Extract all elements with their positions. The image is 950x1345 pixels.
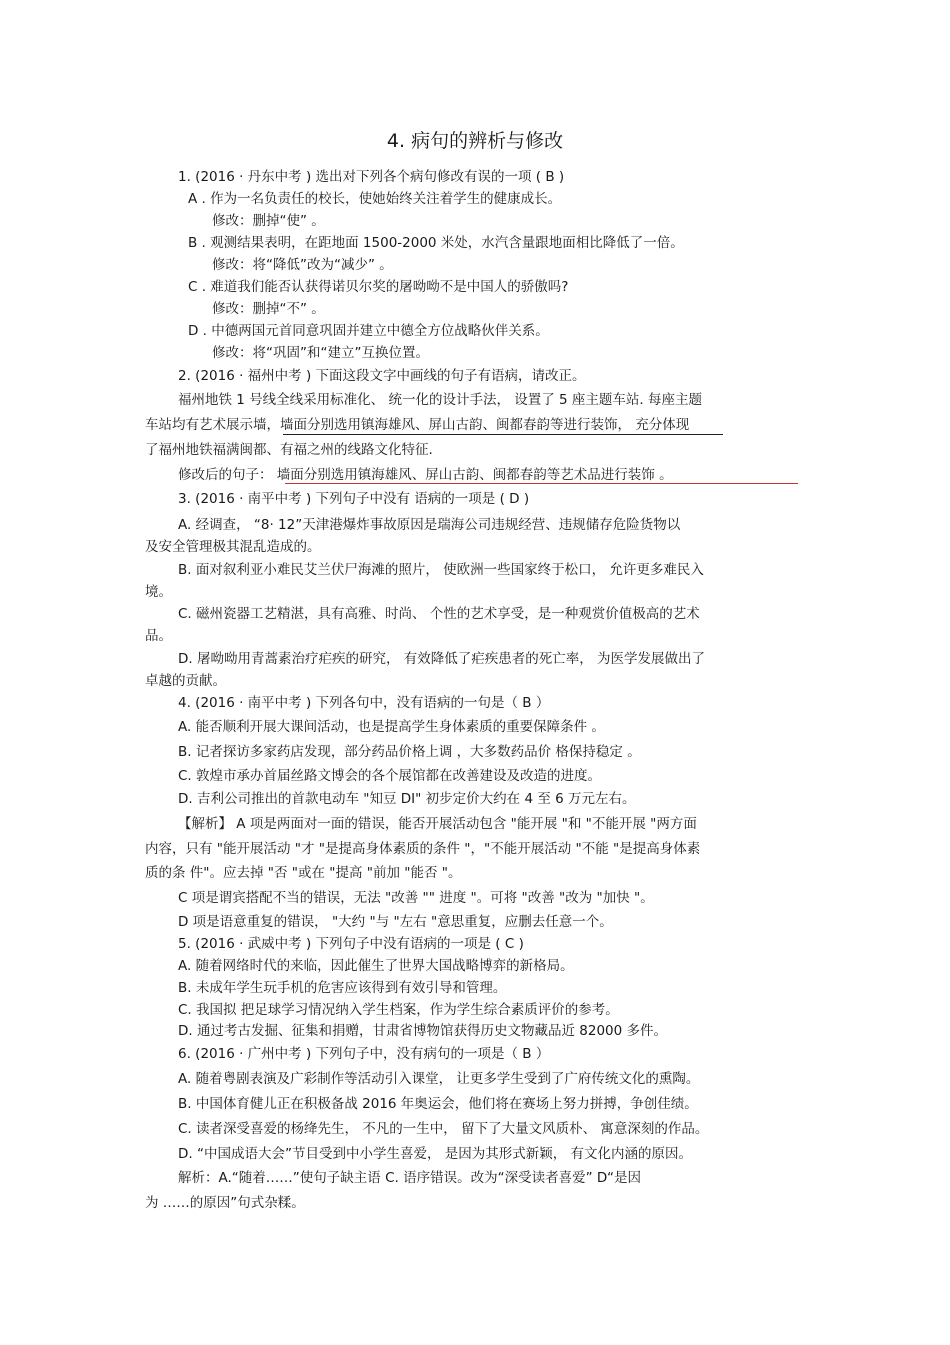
- q1-option-d-fix: 修改：将“巩固”和“建立”互换位置。: [212, 345, 429, 361]
- q2-answer-underline: [285, 483, 798, 484]
- q5-option-d: D. 通过考古发掘、征集和捐赠，甘肃省博物馆获得历史文物藏品近 82000 多件。: [178, 1023, 668, 1039]
- q1-option-c-fix: 修改：删掉“不” 。: [212, 301, 325, 317]
- q2-answer: 修改后的句子： 墙面分别选用镇海雄风、屏山古韵、闽都春韵等艺术品进行装饰 。: [178, 467, 673, 483]
- q4-analysis-c: C 项是谓宾搭配不当的错误，无法 "改善 "" 进度 "。可将 "改善 "改为 "加快 "。: [178, 890, 654, 906]
- q3-option-a: A. 经调查， “8· 12”天津港爆炸事故原因是瑞海公司违规经营、违规储存危险货物以: [178, 517, 681, 533]
- q3-option-c-cont: 品。: [145, 628, 172, 644]
- q2-sentence-underline: [283, 434, 723, 435]
- q5-option-c: C. 我国拟 把足球学习情况纳入学生档案，作为学生综合素质评价的参考。: [178, 1002, 619, 1018]
- q6-option-a: A. 随着粤剧表演及广彩制作等活动引入课堂， 让更多学生受到了广府传统文化的熏陶。: [178, 1071, 700, 1087]
- q3-option-b: B. 面对叙利亚小难民艾兰伏尸海滩的照片， 使欧洲一些国家终于松口， 允许更多难民入: [178, 562, 704, 578]
- q1-option-a-fix: 修改：删掉“使” 。: [212, 213, 325, 229]
- q3-option-d: D. 屠呦呦用青蒿素治疗疟疾的研究， 有效降低了疟疾患者的死亡率， 为医学发展做出了: [178, 651, 706, 667]
- q2-passage-line1: 福州地铁 1 号线全线采用标准化、 统一化的设计手法， 设置了 5 座主题车站. 每座主题: [178, 392, 703, 408]
- q4-option-a: A. 能否顺利开展大课间活动，也是提高学生身体素质的重要保障条件 。: [178, 719, 605, 735]
- q4-analysis-d: D 项是语意重复的错误， "大约 "与 "左右 "意思重复，应删去任意一个。: [178, 914, 613, 930]
- q6-option-d: D. “中国成语大会”节目受到中小学生喜爱， 是因为其形式新颖， 有文化内涵的原因。: [178, 1146, 693, 1162]
- q4-analysis-line1: 【解析】 A 项是两面对一面的错误，能否开展活动包含 "能开展 "和 "不能开展 "两方面: [178, 816, 697, 832]
- q1-option-a: A . 作为一名负责任的校长，使她始终关注着学生的健康成长。: [188, 191, 562, 207]
- q4-option-d: D. 吉利公司推出的首款电动车 "知豆 DI" 初步定价大约在 4 至 6 万元左右。: [178, 791, 636, 807]
- q1-stem: 1. (2016 · 丹东中考 ) 选出对下列各个病句修改有误的一项 ( B ): [178, 169, 565, 185]
- q3-option-b-cont: 境。: [145, 584, 172, 600]
- q6-option-c: C. 读者深受喜爱的杨绛先生， 不凡的一生中， 留下了大量文风质朴、 寓意深刻的作品。: [178, 1121, 709, 1137]
- q6-analysis-line2: 为 ……的原因”句式杂糅。: [145, 1195, 305, 1211]
- q1-option-b-fix: 修改：将“降低”改为“减少” 。: [212, 257, 393, 273]
- q4-option-c: C. 敦煌市承办首届丝路文博会的各个展馆都在改善建设及改造的进度。: [178, 768, 602, 784]
- q1-option-b: B . 观测结果表明，在距地面 1500-2000 米处，水汽含量跟地面相比降低了一倍。: [188, 235, 684, 251]
- q2-stem: 2. (2016 · 福州中考 ) 下面这段文字中画线的句子有语病，请改正。: [178, 368, 586, 384]
- q5-option-b: B. 未成年学生玩手机的危害应该得到有效引导和管理。: [178, 980, 507, 996]
- q3-option-c: C. 磁州瓷器工艺精湛，具有高雅、时尚、 个性的艺术享受，是一种观赏价值极高的艺术: [178, 606, 700, 622]
- q1-option-c: C . 难道我们能否认获得诺贝尔奖的屠呦呦不是中国人的骄傲吗?: [188, 279, 569, 295]
- q4-analysis-line3: 质的条 件"。应去掉 "否 "或在 "提高 "前加 "能否 "。: [145, 865, 462, 881]
- q6-stem: 6. (2016 · 广州中考 ) 下列句子中，没有病句的一项是（ B ）: [178, 1046, 550, 1062]
- q3-option-d-cont: 卓越的贡献。: [145, 673, 226, 689]
- q2-passage-line3: 了福州地铁福满闽都、有福之州的线路文化特征.: [145, 442, 433, 458]
- q4-analysis-line2: 内容，只有 "能开展活动 "才 "是提高身体素质的条件 "，"不能开展活动 "不能 "是提高身体素: [145, 841, 701, 857]
- q3-option-a-cont: 及安全管理极其混乱造成的。: [145, 539, 321, 555]
- q3-stem: 3. (2016 · 南平中考 ) 下列句子中没有 语病的一项是 ( D ): [178, 491, 530, 507]
- q4-option-b: B. 记者探访多家药店发现，部分药品价格上调 ，大多数药品价 格保持稳定 。: [178, 744, 641, 760]
- q5-stem: 5. (2016 · 武威中考 ) 下列句子中没有语病的一项是 ( C ): [178, 936, 524, 952]
- q6-option-b: B. 中国体育健儿正在积极备战 2016 年奥运会，他们将在赛场上努力拼搏，争创佳绩。: [178, 1096, 698, 1112]
- q2-passage-line2: 车站均有艺术展示墙，墙面分别选用镇海雄风、屏山古韵、闽都春韵等进行装饰， 充分体现: [145, 417, 690, 433]
- q1-option-d: D . 中德两国元首同意巩固并建立中德全方位战略伙伴关系。: [188, 323, 549, 339]
- q4-stem: 4. (2016 · 南平中考 ) 下列各句中，没有语病的一句是（ B ）: [178, 695, 550, 711]
- q5-option-a: A. 随着网络时代的来临，因此催生了世界大国战略博弈的新格局。: [178, 958, 574, 974]
- page-title: 4. 病句的辨析与修改: [386, 130, 564, 152]
- q6-analysis-line1: 解析：A.“随着……”使句子缺主语 C. 语序错误。改为“深受读者喜爱” D“是因: [178, 1170, 641, 1186]
